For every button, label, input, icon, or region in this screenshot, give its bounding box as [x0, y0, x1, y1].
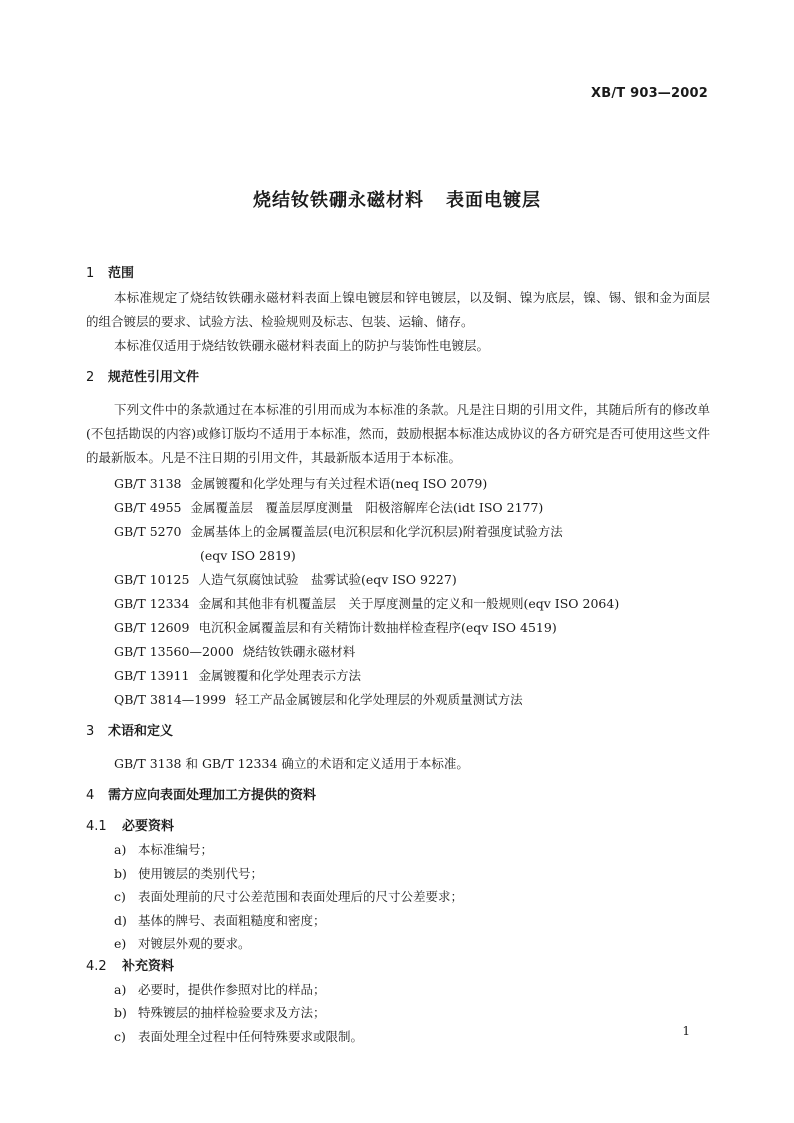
item-text: 对镀层外观的要求。: [138, 936, 251, 951]
reference-code: QB/T 3814—1999: [114, 692, 227, 707]
reference-title: 金属和其他非有机覆盖层 关于厚度测量的定义和一般规则(eqv ISO 2064): [198, 596, 620, 611]
reference-code: GB/T 4955: [114, 500, 182, 515]
paragraph: 本标准仅适用于烧结钕铁硼永磁材料表面上的防护与装饰性电镀层。: [114, 338, 490, 353]
required-info-list: [86, 838, 710, 956]
section-number: 4: [86, 788, 95, 803]
item-marker: d): [114, 912, 127, 928]
section-3-heading: [86, 720, 710, 744]
item-marker: b): [114, 865, 127, 881]
list-item: [86, 909, 710, 933]
subsection-title: 补充资料: [122, 958, 175, 974]
reference-item: [86, 472, 710, 496]
reference-item-continuation: [86, 544, 710, 568]
list-item: [86, 838, 710, 862]
item-marker: c): [114, 1028, 126, 1044]
reference-code: GB/T 12609: [114, 620, 190, 635]
document-title: [0, 186, 794, 212]
reference-code: GB/T 5270: [114, 524, 182, 539]
subsection-number: 4.2: [86, 958, 107, 974]
title-part1: 烧结钕铁硼永磁材料: [253, 190, 424, 211]
section-number: 2: [86, 370, 95, 385]
item-marker: c): [114, 889, 126, 904]
paragraph: 下列文件中的条款通过在本标准的引用而成为本标准的条款。凡是注日期的引用文件，其随后所有的修改单(不包括勘误的内容)或修订版均不适用于本标准，然而，鼓励根据本标准达成协议的各方研究是否可使用这些文件的最新版本。凡是不注日期的引用文件，其最新版本适用于本标准。: [86, 402, 710, 465]
item-text: 特殊镀层的抽样检验要求及方法；: [138, 1005, 326, 1020]
reference-item: [86, 688, 710, 712]
standard-code: XB/T 903—2002: [591, 86, 708, 101]
reference-code: GB/T 13911: [114, 668, 190, 683]
item-marker: a): [114, 842, 127, 857]
reference-item: [86, 592, 710, 616]
item-text: 本标准编号；: [138, 842, 214, 857]
reference-code: GB/T 13560—2000: [114, 644, 234, 659]
section-2-heading: [86, 366, 710, 390]
reference-code: GB/T 10125: [114, 572, 190, 587]
section-title: 规范性引用文件: [108, 370, 200, 385]
reference-title: 金属镀覆和化学处理与有关过程术语(neq ISO 2079): [190, 476, 488, 491]
reference-item: [86, 664, 710, 688]
reference-title: 金属镀覆和化学处理表示方法: [198, 668, 361, 683]
subsection-number: 4.1: [86, 819, 107, 834]
section-number: 3: [86, 724, 95, 739]
section-4-heading: [86, 784, 710, 808]
item-marker: e): [114, 936, 127, 951]
subsection-4-1-heading: [86, 816, 710, 838]
reference-title: 轻工产品金属镀层和化学处理层的外观质量测试方法: [235, 692, 523, 707]
reference-title: 烧结钕铁硼永磁材料: [242, 644, 356, 659]
reference-item: [86, 616, 710, 640]
item-text: 使用镀层的类别代号；: [138, 865, 264, 881]
reference-title: (eqv ISO 2819): [200, 548, 296, 563]
page-number: 1: [682, 1024, 690, 1038]
list-item: [86, 932, 710, 956]
item-text: 表面处理全过程中任何特殊要求或限制。: [138, 1028, 364, 1044]
reference-title: 金属基体上的金属覆盖层(电沉积层和化学沉积层)附着强度试验方法: [190, 524, 563, 539]
reference-item: [86, 568, 710, 592]
reference-item: [86, 640, 710, 664]
reference-list: [86, 472, 710, 712]
paragraph: 本标准规定了烧结钕铁硼永磁材料表面上镍电镀层和锌电镀层，以及铜、镍为底层，镍、锡、银和金为面层的组合镀层的要求、试验方法、检验规则及标志、包装、运输、储存。: [86, 290, 710, 329]
title-part2: 表面电镀层: [446, 190, 541, 211]
item-text: 表面处理前的尺寸公差范围和表面处理后的尺寸公差要求；: [138, 889, 464, 904]
section-title: 范围: [108, 266, 135, 281]
subsection-title: 必要资料: [122, 819, 175, 834]
item-marker: a): [114, 981, 127, 997]
list-item: [86, 1001, 710, 1025]
subsection-4-2-heading: [86, 956, 710, 978]
section-number: 1: [86, 266, 95, 281]
list-item: [86, 978, 710, 1002]
supplementary-info-list: [86, 978, 710, 1049]
reference-title: 人造气氛腐蚀试验 盐雾试验(eqv ISO 9227): [198, 572, 457, 587]
reference-code: GB/T 12334: [114, 596, 190, 611]
list-item: [86, 1025, 710, 1049]
document-body: [86, 262, 710, 1048]
reference-code: GB/T 3138: [114, 476, 182, 491]
item-marker: b): [114, 1005, 127, 1020]
reference-item: [86, 520, 710, 544]
list-item: [86, 862, 710, 886]
reference-item: [86, 496, 710, 520]
reference-title: 电沉积金属覆盖层和有关精饰计数抽样检查程序(eqv ISO 4519): [198, 620, 557, 635]
section-1-heading: [86, 262, 710, 286]
item-text: 必要时，提供作参照对比的样品；: [138, 981, 326, 997]
item-text: 基体的牌号、表面粗糙度和密度；: [138, 912, 326, 928]
paragraph: GB/T 3138 和 GB/T 12334 确立的术语和定义适用于本标准。: [114, 756, 469, 771]
section-title: 术语和定义: [108, 724, 174, 739]
section-title: 需方应向表面处理加工方提供的资料: [108, 788, 317, 803]
list-item: [86, 885, 710, 909]
reference-title: 金属覆盖层 覆盖层厚度测量 阳极溶解库仑法(idt ISO 2177): [190, 500, 544, 515]
